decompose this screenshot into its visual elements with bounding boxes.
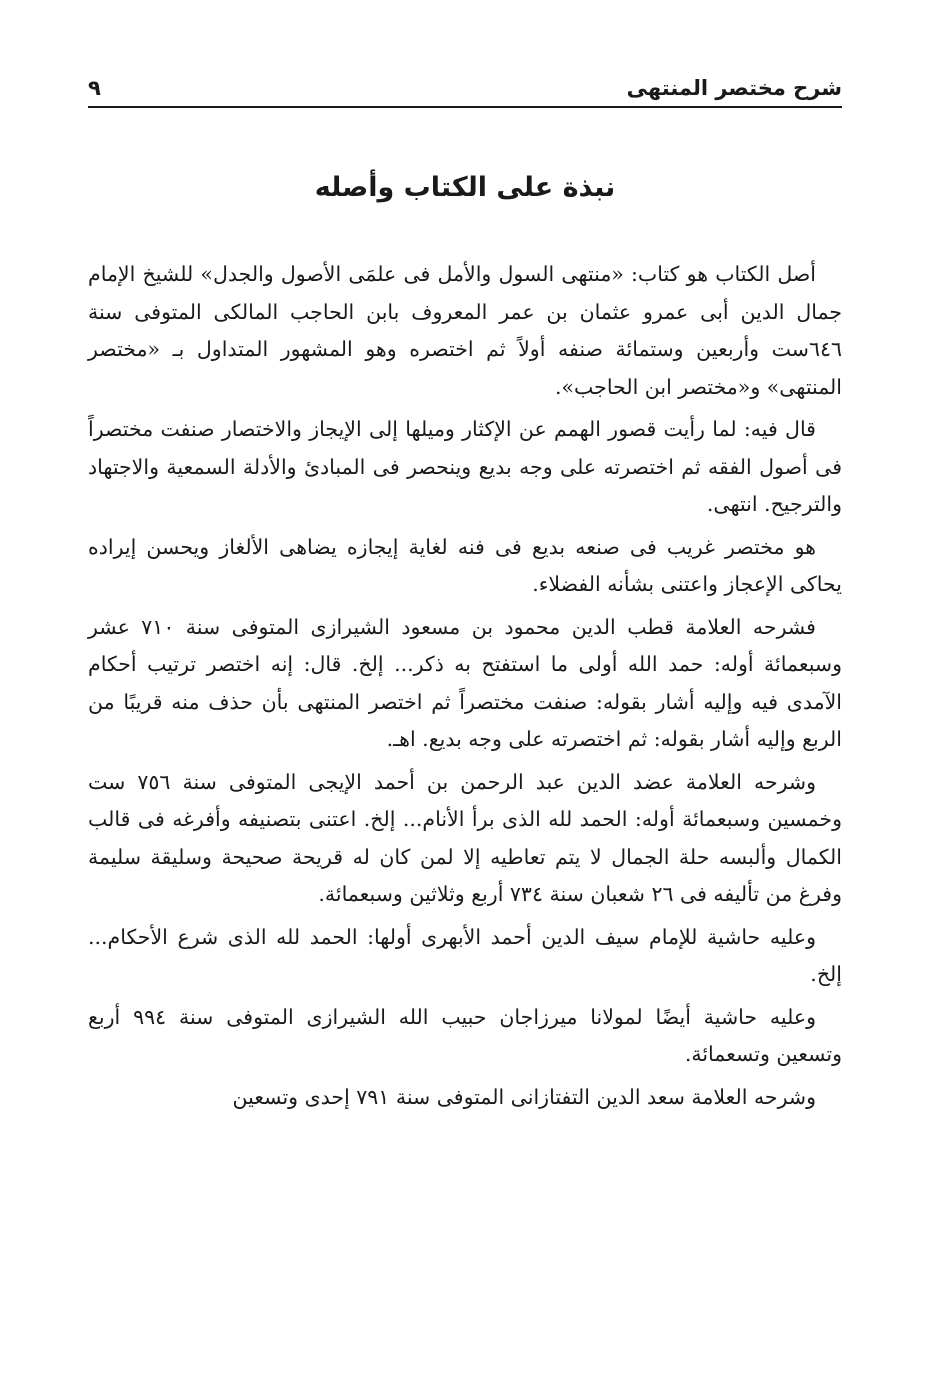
paragraph-book-description: هو مختصر غريب فى صنعه بديع فى فنه لغاية إيجازه يضاهى الألغاز ويحسن إيراده يحاكى الإعجاز واعتنى بشأنه الفضلاء.	[88, 534, 842, 596]
section-heading: نبذة على الكتاب وأصله	[314, 172, 616, 203]
paragraph-abhari-gloss: وعليه حاشية للإمام سيف الدين أحمد الأبهرى أولها: الحمد لله الذى شرع الأحكام... إلخ.	[88, 924, 842, 986]
page-number: ٩	[88, 76, 101, 100]
paragraph-book-origin: أصل الكتاب هو كتاب: «منتهى السول والأمل فى علمَى الأصول والجدل» للشيخ الإمام جمال الدين أبى عمرو عثمان بن عمر المعروف بابن الحاجب المالكى المتوفى سنة ٦٤٦ست وأربعين وستمائة صنفه أولاً ثم اختصره وهو المشهور المتداول بـ «مختصر المنتهى» و«مختصر ابن الحاجب».	[88, 262, 842, 399]
body-text	[88, 256, 842, 1121]
running-header	[88, 72, 842, 108]
paragraph-shirazi-commentary: فشرحه العلامة قطب الدين محمود بن مسعود الشيرازى المتوفى سنة ٧١٠ عشر وسبعمائة أوله: حمد الله أولى ما استفتح به ذكر... إلخ. قال: إنه اختصر ترتيب أحكام الآمدى فيه وإليه أشار بقوله: صنفت مختصراً ثم اختصر المنتهى بأن حذف منه قريبًا من الربع وإليه أشار بقوله: ثم اختصرته على وجه بديع. اهـ.	[88, 614, 842, 751]
paragraph-taftazani-commentary: وشرحه العلامة سعد الدين التفتازانى المتوفى سنة ٧٩١ إحدى وتسعين	[232, 1084, 816, 1109]
paragraph-iji-commentary: وشرحه العلامة عضد الدين عبد الرحمن بن أحمد الإيجى المتوفى سنة ٧٥٦ ست وخمسين وسبعمائة أوله: الحمد لله الذى برأ الأنام... إلخ. اعتنى بتصنيفه وأفرغه فى قالب الكمال وألبسه حلة الجمال لا يتم تعاطيه إلا لمن كان له قريحة صحيحة وسليقة سليمة وفرغ من تأليفه فى ٢٦ شعبان سنة ٧٣٤ أربع وثلاثين وسبعمائة.	[88, 769, 842, 906]
paragraph-mirzajan-gloss: وعليه حاشية أيضًا لمولانا ميرزاجان حبيب الله الشيرازى المتوفى سنة ٩٩٤ أربع وتسعين وتسعمائة.	[88, 1004, 842, 1066]
book-title: شرح مختصر المنتهى	[626, 76, 842, 100]
paragraph-author-quote: قال فيه: لما رأيت قصور الهمم عن الإكثار وميلها إلى الإيجاز والاختصار صنفت مختصراً فى أصول الفقه ثم اختصرته على وجه بديع وينحصر فى المبادئ والأدلة السمعية والاجتهاد والترجيح. انتهى.	[88, 417, 842, 516]
